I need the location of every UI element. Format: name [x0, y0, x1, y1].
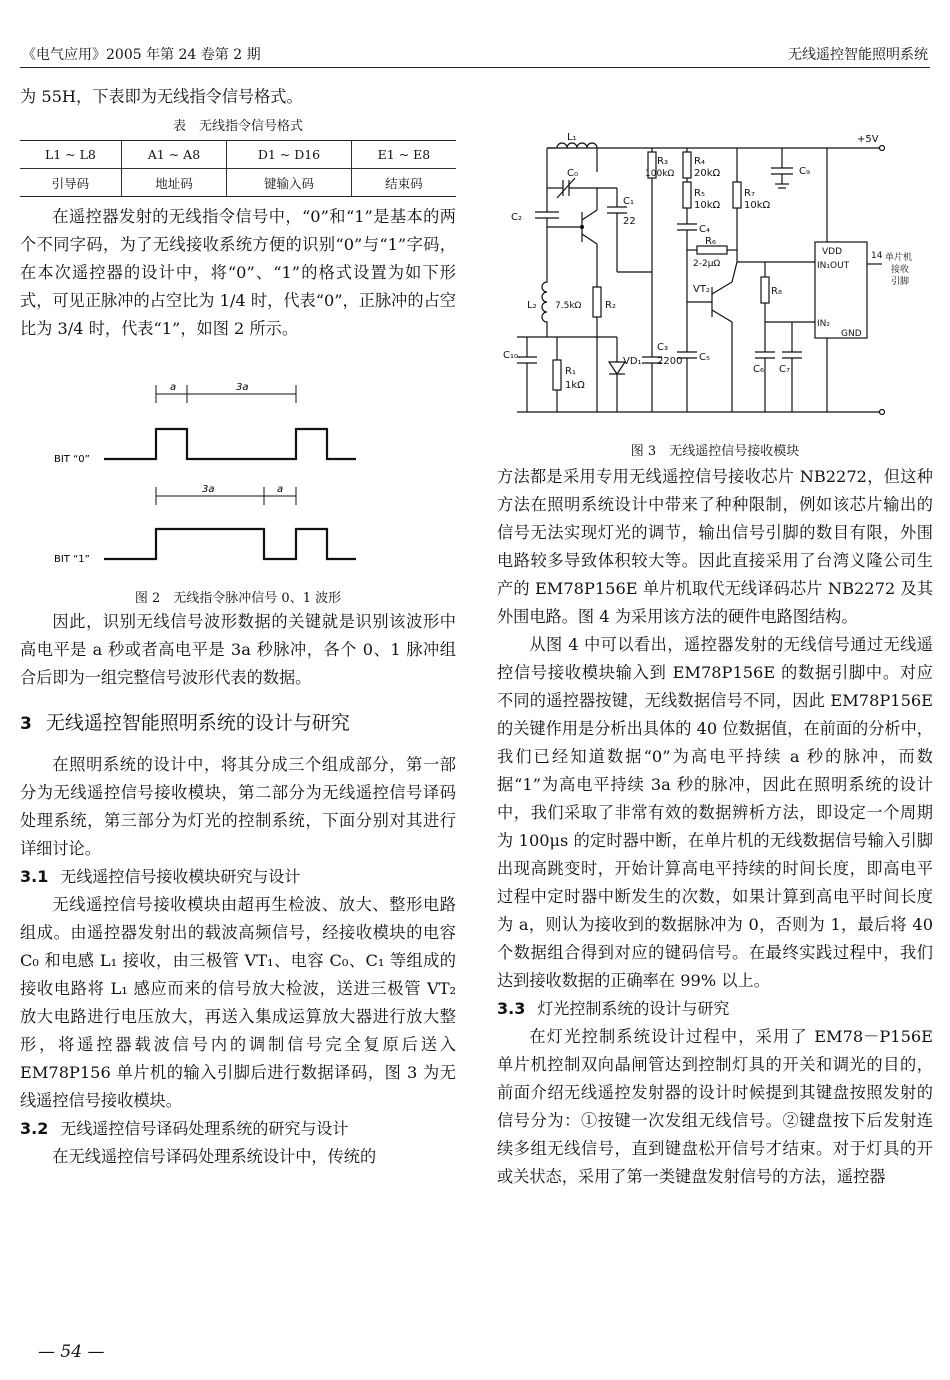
paragraph-traditional-method: 方法都是采用专用无线遥控信号接收芯片 NB2272，但这种方法在照明系统设计中带来了种种限制，例如该芯片输出的信号无法实现灯光的调节，输出信号引脚的数目有限，外围电路较多导致体积较大等。因此直接采用了台湾义隆公司生产的 EM78P156E 单片机取代无线译码芯片 NB2272 及其外围电路。图 4 为采用该方法的硬件电路图结构。	[497, 467, 933, 626]
label-R8: R₈	[771, 286, 782, 297]
label-R3: R₃	[657, 156, 668, 167]
table-cell: L1 ~ L8	[20, 141, 121, 169]
label-R2-value: 7.5kΩ	[555, 301, 582, 311]
section-3-2-heading	[20, 1115, 456, 1143]
label-C10: C₁₀	[503, 350, 518, 361]
article-header: 无线遥控智能照明系统	[788, 47, 928, 63]
section-number: 3.2	[20, 1119, 49, 1138]
section-3-1-heading	[20, 863, 456, 891]
paragraph-format-desc: 在遥控器发射的无线指令信号中，“0”和“1”是基本的两个不同字码，为了无线接收系统方便的识别“0”与“1”字码，在本次遥控器的设计中，将“0”、“1”的格式设置为如下形式，可见正脉冲的占空比为 1/4 时，代表“0”，正脉冲的占空比为 3/4 时，代表“1”，如图 2 所示。	[20, 207, 456, 338]
label-C1: C₁	[623, 196, 634, 207]
paragraph-decoding-method: 从图 4 中可以看出，遥控器发射的无线信号通过无线遥控信号接收模块输入到 EM78P156E 的数据引脚中。对应不同的遥控器按键，无线数据信号不同，因此 EM78P156E 的关键作用是分析出具体的 40 位数据值，在前面的分析中，我们已经知道数据“0”为高电平持续 a 秒的脉冲，而数据“1”为高电平持续 3a 秒的脉冲，因此在照明系统的设计中，我们采取了非常有效的数据辨析方法，即设定一个周期为 100μs 的定时器中断，在单片机的无线数据信号输入引脚出现高跳变时，开始计算高电平持续的时间长度，即高电平过程中定时器中断发生的次数，如果计算到高电平时间长度为 a，则认为接收到的数据脉冲为 0，否则为 1，最后将 40 个数据组合得到对应的键码信号。在最终实践过程中，我们达到接收数据的正确率在 99% 以上。	[497, 635, 933, 990]
section-title: 无线遥控信号接收模块研究与设计	[60, 867, 301, 886]
label-R5-value: 10kΩ	[694, 200, 721, 211]
header-rule	[20, 67, 930, 68]
label-VD1: VD₁	[623, 356, 642, 367]
table-cell: 地址码	[121, 169, 226, 197]
label-pin-desc1: 单片机	[885, 253, 913, 263]
paragraph-receiver-module: 无线遥控信号接收模块由超再生检波、放大、整形电路组成。由遥控器发射出的载波高频信号，经接收模块的电容 C₀ 和电感 L₁ 接收，由三极管 VT₁、电容 C₀、C₁ 等组成的接收电路将 L₁ 感应而来的信号放大检波，送进三极管 VT₂ 放大电路进行电压放大，再送入集成运算放大器进行放大整形，将遥控器载波信号内的调制信号完全复原后送入 EM78P156 单片机的输入引脚后进行数据译码，图 3 为无线遥控信号接收模块。	[20, 895, 456, 1110]
label-C1-value: 22	[623, 216, 636, 227]
label-C0: C₀	[567, 168, 578, 179]
journal-header: 《电气应用》2005 年第 24 卷第 2 期	[22, 47, 261, 63]
table-cell: E1 ~ E8	[351, 141, 456, 169]
table-cell: D1 ~ D16	[227, 141, 352, 169]
label-C2: C₂	[511, 212, 522, 223]
label-C5: C₅	[699, 352, 710, 363]
figure-2-waveform	[20, 363, 456, 585]
label-C9: C₉	[799, 166, 810, 177]
figure-2-caption: 图 2 无线指令脉冲信号 0、1 波形	[134, 591, 342, 606]
label-R4: R₄	[694, 156, 705, 167]
paragraph-decoder-intro: 在无线遥控信号译码处理系统设计中，传统的	[52, 1147, 377, 1166]
label-VT2: VT₂	[693, 284, 710, 295]
dim-a: a	[170, 382, 177, 393]
section-number: 3.3	[497, 999, 526, 1018]
page-number: — 54 —	[38, 1342, 105, 1362]
label-R4-value: 20kΩ	[694, 168, 721, 179]
section-number: 3.1	[20, 867, 49, 886]
table-cell: A1 ~ A8	[121, 141, 226, 169]
label-vdd: VDD	[822, 247, 843, 257]
dim-a: a	[277, 484, 284, 495]
table-cell: 结束码	[351, 169, 456, 197]
label-C7: C₇	[779, 364, 790, 375]
section-number: 3	[20, 714, 32, 734]
label-in2: IN₂	[817, 319, 830, 329]
signal-format-table	[20, 140, 456, 197]
section-title: 无线遥控信号译码处理系统的研究与设计	[60, 1119, 349, 1138]
label-R1-value: 1kΩ	[565, 380, 585, 391]
table-row	[20, 169, 456, 197]
label-R2: R₂	[605, 300, 616, 311]
label-R6-value: 2-2μΩ	[693, 259, 721, 269]
label-R6: R₆	[705, 236, 716, 247]
label-pin-desc3: 引脚	[891, 277, 910, 287]
label-R3-value: 100kΩ	[645, 169, 675, 179]
paragraph-waveform-key: 因此，识别无线信号波形数据的关键就是识别该波形中高电平是 a 秒或者高电平是 3a 秒脉冲，各个 0、1 脉冲组合后即为一组完整信号波形代表的数据。	[20, 612, 456, 687]
paragraph-system-parts: 在照明系统的设计中，将其分成三个组成部分，第一部分为无线遥控信号接收模块，第二部分为无线遥控信号译码处理系统，第三部分为灯光的控制系统，下面分别对其进行详细讨论。	[20, 755, 456, 858]
label-C3-value: 2200	[657, 356, 683, 367]
bit1-waveform	[104, 529, 356, 559]
section-title: 无线遥控智能照明系统的设计与研究	[45, 712, 350, 734]
figure-3-circuit	[497, 112, 933, 432]
paragraph-light-control: 在灯光控制系统设计过程中，采用了 EM78－P156E 单片机控制双向晶闸管达到控制灯具的开关和调光的目的，前面介绍无线遥控发射器的设计时候提到其键盘按照发射的信号分为：①按键一次发组无线信号。②键盘按下后发射连续多组无线信号，直到键盘松开信号才结束。对于灯具的开或关状态，采用了第一类键盘发射信号的方法，遥控器	[497, 1027, 933, 1186]
label-pin: 14	[871, 251, 883, 261]
dim-3a: 3a	[202, 484, 215, 495]
label-vcc: +5V	[857, 134, 879, 145]
label-C4: C₄	[699, 224, 710, 235]
dim-3a: 3a	[236, 382, 249, 393]
label-gnd: GND	[841, 329, 862, 339]
label-in1out: IN₁OUT	[817, 261, 850, 271]
label-R7: R₇	[744, 188, 755, 199]
label-C6: C₆	[753, 364, 764, 375]
table-caption: 表 无线指令信号格式	[172, 119, 303, 134]
label-pin-desc2: 接收	[891, 265, 910, 275]
section-3-heading	[20, 708, 456, 739]
bit1-label: BIT “1”	[54, 554, 90, 565]
figure-3-caption: 图 3 无线遥控信号接收模块	[630, 444, 800, 459]
section-title: 灯光控制系统的设计与研究	[537, 999, 730, 1018]
label-L1: L₁	[567, 132, 577, 143]
running-header	[0, 0, 950, 70]
bit0-label: BIT “0”	[54, 454, 90, 465]
label-C3: C₃	[657, 342, 668, 353]
left-column	[20, 80, 456, 1171]
bit0-waveform	[104, 429, 356, 459]
label-R7-value: 10kΩ	[744, 200, 771, 211]
label-R1: R₁	[565, 366, 576, 377]
table-header-row	[20, 141, 456, 169]
label-R5: R₅	[694, 188, 705, 199]
table-cell: 键输入码	[227, 169, 352, 197]
intro-paragraph: 为 55H，下表即为无线指令信号格式。	[20, 87, 303, 106]
label-L2: L₂	[527, 300, 537, 311]
right-column	[497, 80, 933, 1191]
section-3-3-heading	[497, 995, 933, 1023]
table-cell: 引导码	[20, 169, 121, 197]
